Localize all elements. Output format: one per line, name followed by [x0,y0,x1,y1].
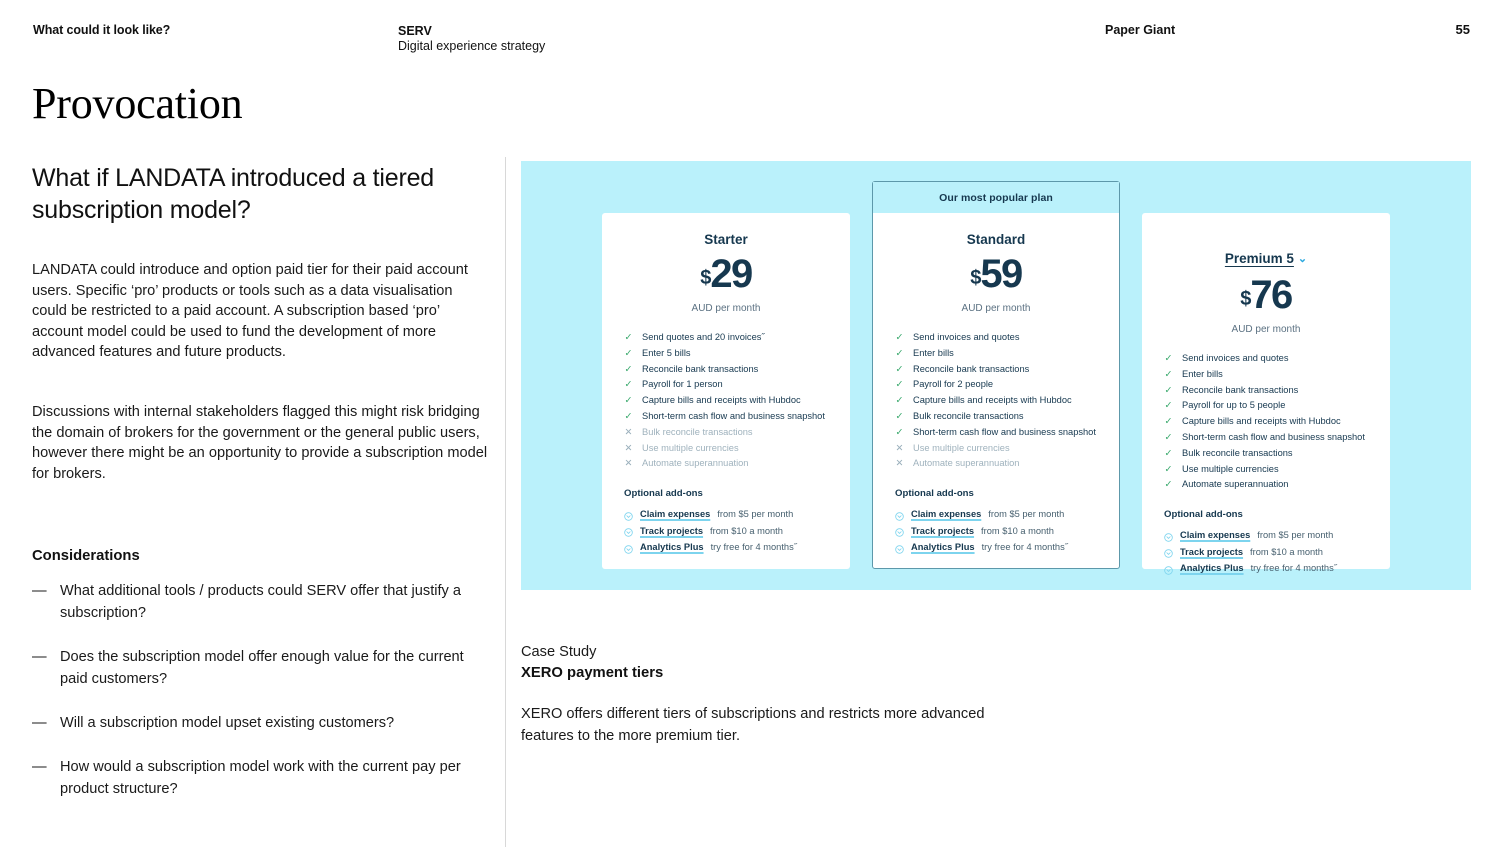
feature-label: Short-term cash flow and business snapshot [913,426,1096,437]
consideration-text: Will a subscription model upset existing customers? [60,715,395,731]
addon-description: from $10 a month [981,525,1054,536]
feature-label: Send invoices and quotes [1182,353,1289,363]
addon-row[interactable] [895,523,1101,539]
header-project-subtitle: Digital experience strategy [398,38,546,53]
check-icon: ✓ [1164,400,1173,412]
consideration-item [32,580,492,624]
feature-label: Send quotes and 20 invoices˝ [642,332,765,342]
price-amount: 59 [980,252,1022,296]
feature-label: Use multiple currencies [1182,463,1279,474]
plan-name: Starter [704,232,748,247]
body-paragraph-2: Discussions with internal stakeholders flagged this might risk bridging the domain of brokers for the government or the general public users, however there might be an opportunity to provide a subscription model for brokers. [32,404,488,482]
feature-list [1160,351,1372,493]
pricing-card-body [1142,232,1390,576]
column-divider [505,157,506,847]
addon-row[interactable] [624,539,832,555]
feature-label: Short-term cash flow and business snapshot [1182,431,1365,442]
currency-symbol: $ [700,267,711,289]
addon-name-link[interactable]: Claim expenses [911,509,982,520]
body-paragraph-1: LANDATA could introduce and option paid tier for their paid account users. Specific ‘pro’ products or tools such as a data visualisation could be restricted to a paid account. A subscription based ‘pro’ account model could be used to fund the development of more advanced features and future products. [32,262,468,360]
feature-row [895,377,1097,393]
feature-row [895,456,1097,472]
check-icon: ✓ [624,347,633,359]
em-dash-bullet-icon: — [32,649,47,665]
feature-label: Payroll for 2 people [913,379,994,390]
addon-name-link[interactable]: Analytics Plus [1180,562,1244,573]
addon-row[interactable] [1164,560,1372,576]
check-icon: ✓ [624,395,633,407]
pricing-panel [521,161,1471,590]
price-period: AUD per month [1231,324,1301,335]
check-icon: ✓ [1164,384,1173,396]
addon-name-link[interactable]: Analytics Plus [911,541,975,552]
addon-name-link[interactable]: Claim expenses [640,509,711,520]
check-icon: ✓ [1164,463,1173,475]
addon-row[interactable] [624,523,832,539]
pricing-card[interactable] [1142,213,1390,573]
feature-row [1164,351,1368,367]
addon-description: from $10 a month [710,525,783,536]
feature-label: Automate superannuation [913,458,1020,469]
feature-row [1164,430,1368,446]
header-project-name: SERV [398,24,432,38]
chevron-circle-icon [624,543,633,552]
feature-label: Payroll for up to 5 people [1182,400,1286,411]
feature-row [1164,446,1368,462]
feature-label: Reconcile bank transactions [913,363,1030,374]
plan-price [891,254,1101,294]
feature-label: Bulk reconcile transactions [913,410,1024,421]
addon-description: try free for 4 months˝ [981,541,1068,552]
addon-description: try free for 4 months˝ [710,541,797,552]
case-study-title: XERO payment tiers [521,665,664,681]
addon-description: from $5 per month [988,509,1065,520]
feature-row [1164,414,1368,430]
check-icon: ✓ [624,332,633,343]
cross-icon: ✕ [624,458,633,470]
feature-row [895,330,1097,346]
check-icon: ✓ [1164,479,1173,491]
case-study-label: Case Study [521,644,597,660]
pricing-card[interactable] [872,181,1120,569]
feature-row [895,441,1097,457]
addon-row[interactable] [1164,544,1372,560]
consideration-item [32,712,492,734]
feature-label: Automate superannuation [642,458,749,469]
popular-plan-banner: Our most popular plan [873,182,1119,213]
feature-label: Payroll for 1 person [642,379,723,390]
header-section-label: What could it look like? [33,23,171,37]
check-icon: ✓ [895,363,904,375]
feature-label: Use multiple currencies [642,442,739,453]
check-icon: ✓ [895,426,904,438]
feature-row [1164,367,1368,383]
addon-row[interactable] [624,506,832,522]
addon-row[interactable] [895,539,1101,555]
feature-label: Bulk reconcile transactions [1182,447,1293,458]
addon-description: from $5 per month [717,509,794,520]
chevron-circle-icon [895,510,904,519]
price-period: AUD per month [691,303,761,314]
pricing-card-body [602,232,850,555]
addons-heading: Optional add-ons [624,488,703,500]
consideration-text: What additional tools / products could SERV offer that justify a subscription? [60,583,462,621]
consideration-item [32,756,492,800]
check-icon: ✓ [895,332,904,343]
feature-row [624,362,828,378]
check-icon: ✓ [895,410,904,422]
check-icon: ✓ [624,363,633,375]
addon-description: from $10 a month [1250,546,1323,557]
cross-icon: ✕ [895,442,904,454]
feature-label: Capture bills and receipts with Hubdoc [1182,416,1341,427]
consideration-item [32,646,492,690]
feature-label: Capture bills and receipts with Hubdoc [642,395,801,406]
feature-row [624,409,828,425]
chevron-circle-icon [1164,547,1173,556]
check-icon: ✓ [624,379,633,391]
addon-description: from $5 per month [1257,530,1334,541]
plan-name-row [1160,232,1372,268]
feature-row [624,377,828,393]
addon-name-link[interactable]: Analytics Plus [640,541,704,552]
chevron-circle-icon [624,510,633,519]
pricing-cards [521,161,1471,590]
feature-row [624,393,828,409]
addons-heading: Optional add-ons [895,488,974,500]
feature-list [891,330,1101,472]
check-icon: ✓ [895,347,904,359]
feature-label: Automate superannuation [1182,479,1289,490]
feature-label: Enter bills [913,347,954,358]
header-agency: Paper Giant [1105,23,1176,37]
feature-label: Send invoices and quotes [913,332,1020,342]
check-icon: ✓ [1164,416,1173,428]
em-dash-bullet-icon: — [32,583,47,599]
check-icon: ✓ [895,395,904,407]
addon-name-link[interactable]: Track projects [911,525,975,536]
feature-row [624,441,828,457]
considerations-heading: Considerations [32,548,140,564]
feature-label: Use multiple currencies [913,442,1010,453]
cross-icon: ✕ [624,442,633,454]
feature-row [895,393,1097,409]
addons-list [620,506,832,555]
price-period: AUD per month [961,303,1031,314]
feature-row [624,456,828,472]
check-icon: ✓ [1164,368,1173,380]
plan-name: Standard [966,232,1026,247]
currency-symbol: $ [1240,288,1251,310]
feature-row [1164,383,1368,399]
feature-label: Capture bills and receipts with Hubdoc [913,395,1072,406]
check-icon: ✓ [1164,431,1173,443]
pricing-card-body [873,232,1119,555]
currency-symbol: $ [970,267,981,289]
feature-row [895,425,1097,441]
check-icon: ✓ [895,379,904,391]
chevron-down-icon[interactable]: ⌄ [1297,253,1308,265]
feature-label: Short-term cash flow and business snapshot [642,410,825,421]
addons-heading: Optional add-ons [1164,509,1243,521]
feature-label: Enter bills [1182,368,1223,379]
chevron-circle-icon [895,526,904,535]
addon-name-link[interactable]: Claim expenses [1180,530,1251,541]
chevron-circle-icon [895,543,904,552]
check-icon: ✓ [1164,447,1173,459]
feature-row [1164,398,1368,414]
addons-list [891,506,1101,555]
feature-row [624,330,828,346]
em-dash-bullet-icon: — [32,759,47,775]
cross-icon: ✕ [895,458,904,470]
plan-name-link[interactable]: Premium 5 [1224,251,1294,266]
page-number: 55 [1455,22,1470,37]
feature-label: Reconcile bank transactions [1182,384,1299,395]
header-project [398,24,545,53]
price-amount: 76 [1250,273,1292,317]
check-icon: ✓ [624,410,633,422]
case-study-body: XERO offers different tiers of subscriptions and restricts more advanced features to the more premium tier. [521,706,985,744]
chevron-circle-icon [1164,531,1173,540]
plan-price [620,254,832,294]
addons-list [1160,527,1372,576]
feature-label: Bulk reconcile transactions [642,426,753,437]
feature-row [895,346,1097,362]
feature-row [1164,477,1368,493]
lead-question: What if LANDATA introduced a tiered subscription model? [32,164,434,224]
price-amount: 29 [710,252,752,296]
plan-price [1160,275,1372,315]
feature-row [1164,462,1368,478]
addon-row[interactable] [1164,527,1372,543]
addon-row[interactable] [895,506,1101,522]
check-icon: ✓ [1164,353,1173,364]
considerations-list [32,580,492,822]
feature-row [624,346,828,362]
pricing-card[interactable] [602,213,850,569]
addon-description: try free for 4 months˝ [1250,562,1337,573]
feature-row [624,425,828,441]
addon-name-link[interactable]: Track projects [640,525,704,536]
chevron-circle-icon [1164,564,1173,573]
consideration-text: Does the subscription model offer enough value for the current paid customers? [60,649,464,687]
feature-label: Reconcile bank transactions [642,363,759,374]
chevron-circle-icon [624,526,633,535]
page-title: Provocation [32,79,243,128]
em-dash-bullet-icon: — [32,715,47,731]
feature-label: Enter 5 bills [642,347,691,358]
feature-row [895,409,1097,425]
feature-list [620,330,832,472]
addon-name-link[interactable]: Track projects [1180,546,1244,557]
feature-row [895,362,1097,378]
cross-icon: ✕ [624,426,633,438]
consideration-text: How would a subscription model work with the current pay per product structure? [60,759,461,797]
